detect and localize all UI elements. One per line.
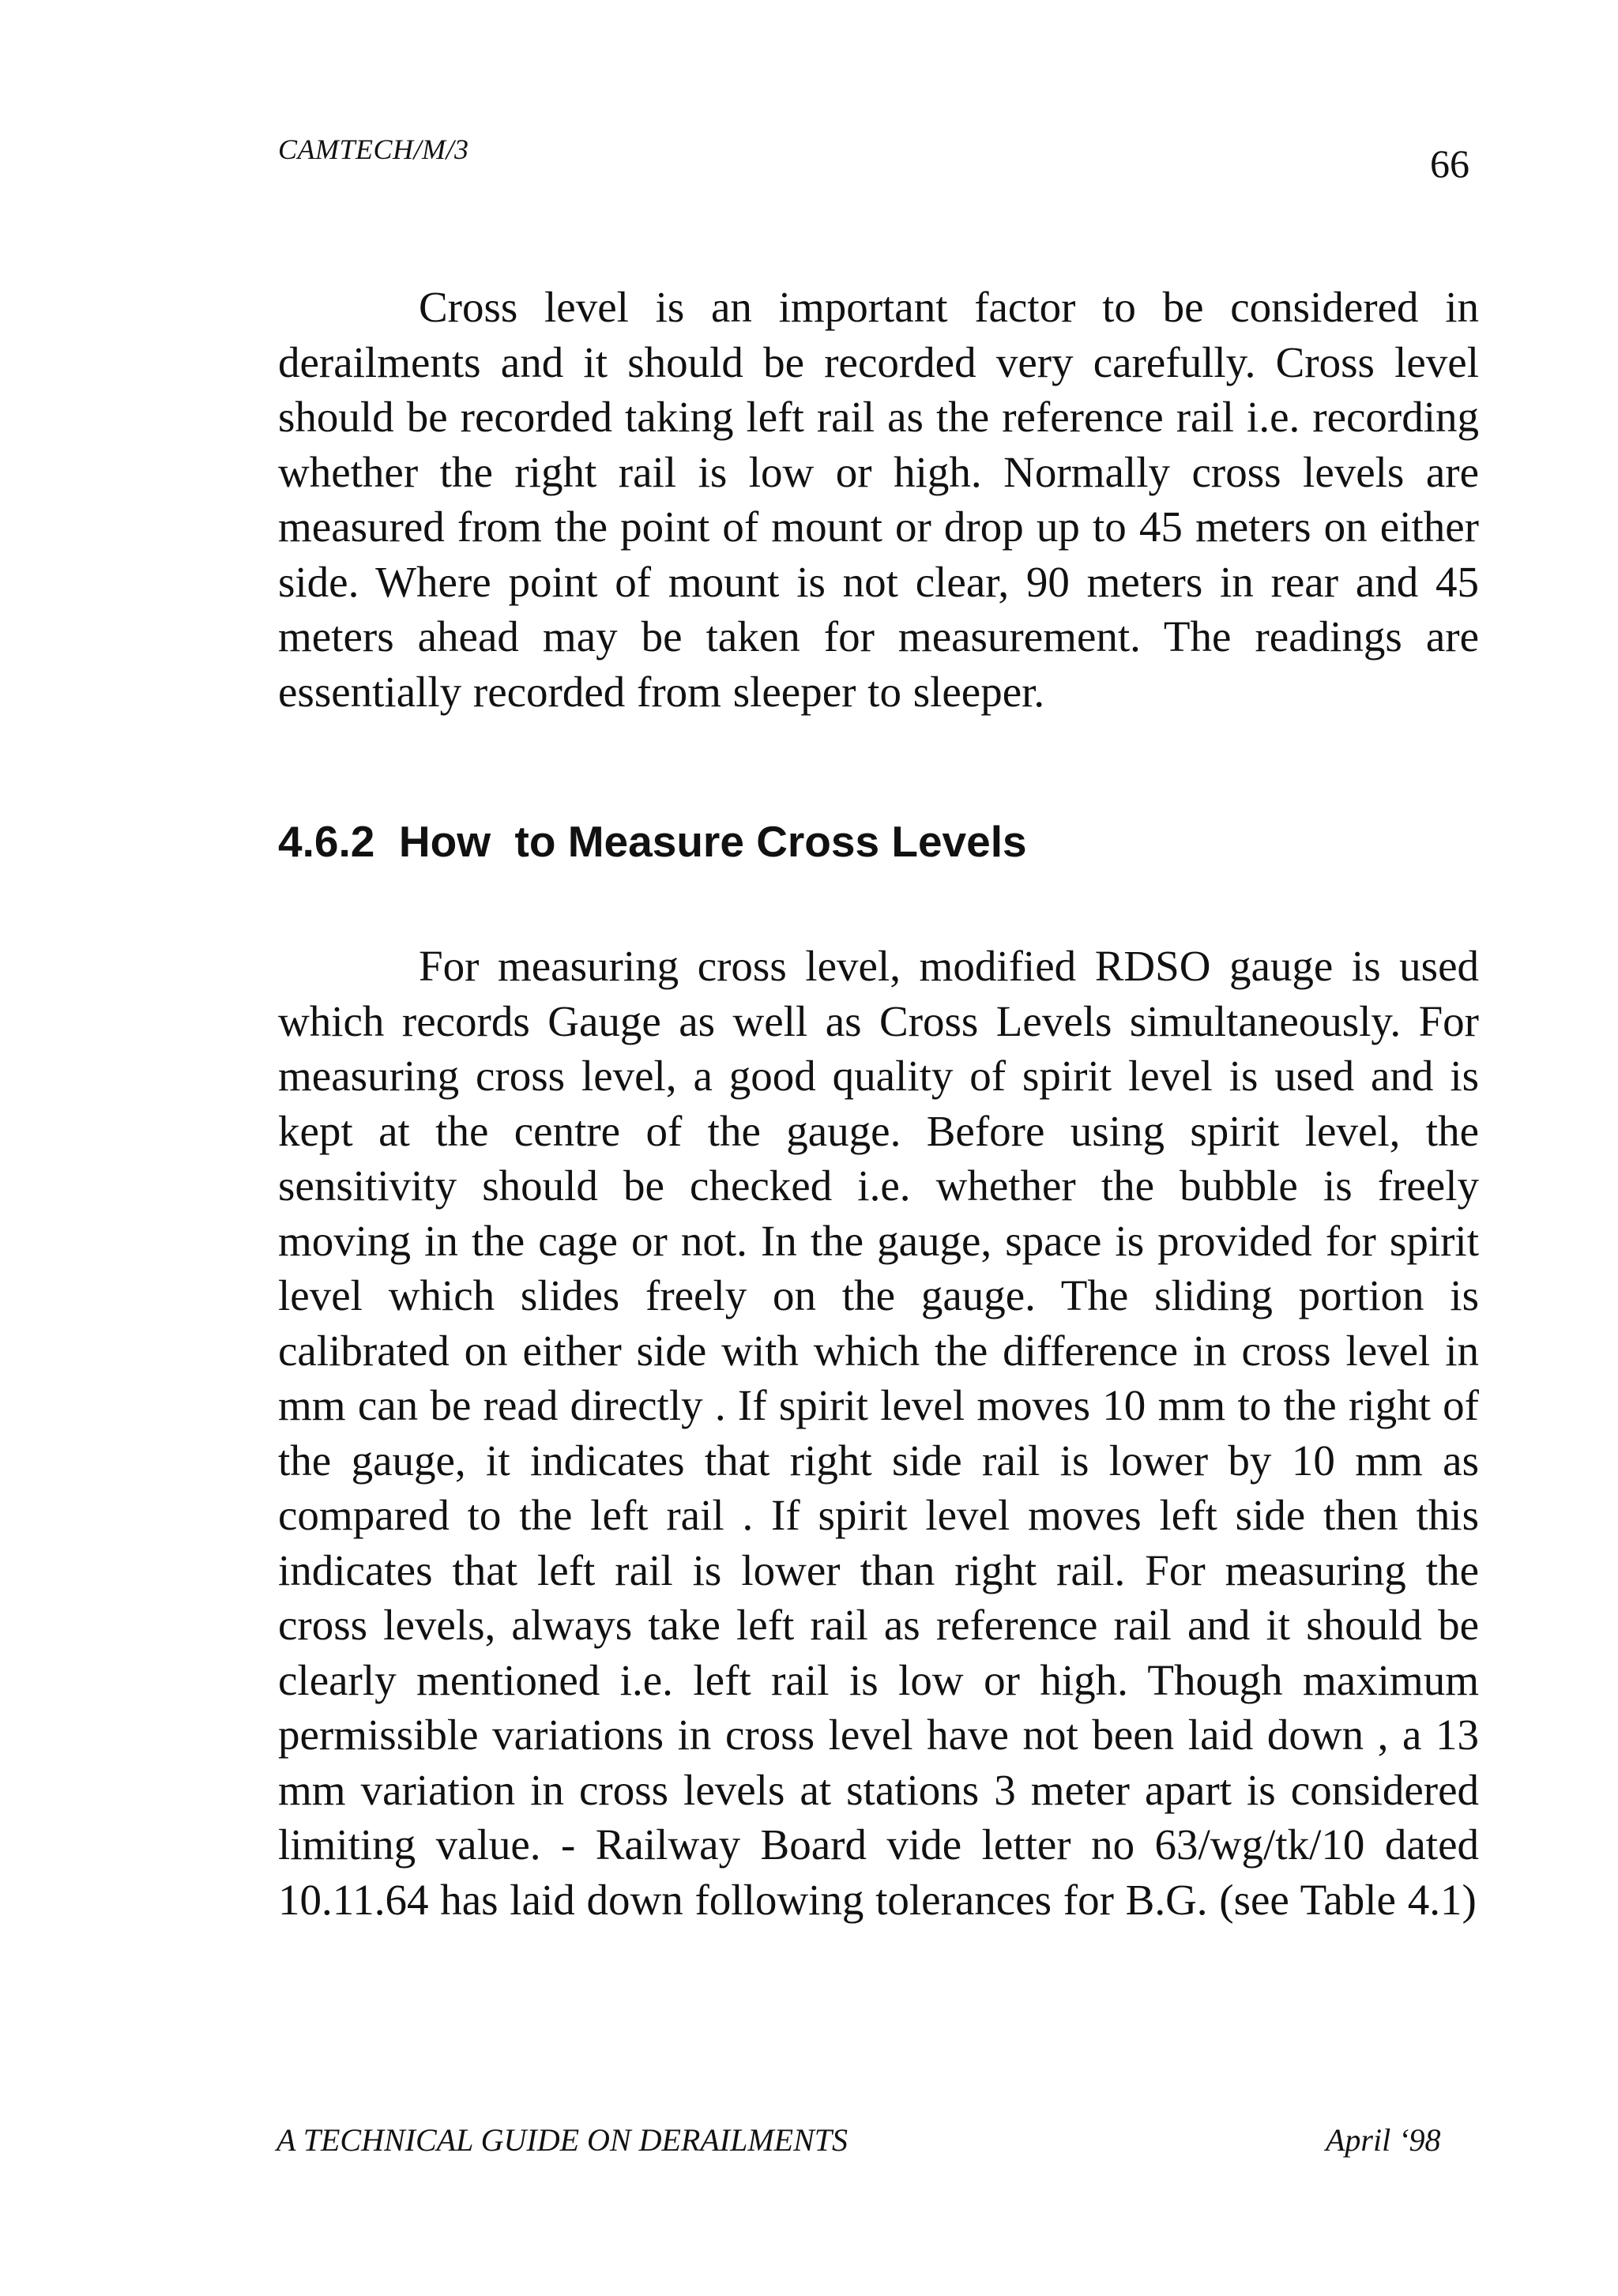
section-heading: 4.6.2 How to Measure Cross Levels xyxy=(278,817,1027,866)
page-number: 66 xyxy=(1430,141,1469,186)
paragraph-cross-level-intro: Cross level is an important factor to be considered in derailments and it should be recorded very carefully. Cross level should be recorded taking left rail as the reference rail i.e. recording whether the right rail is low or high. Normally cross levels are measured from the point of mount or drop up to 45 meters on either side. Where point of mount is not clear, 90 meters in rear and 45 meters ahead may be taken for measurement. The readings are essentially recorded from sleeper to sleeper. xyxy=(278,283,1479,716)
paragraph-measuring-method: For measuring cross level, modified RDSO gauge is used which records Gauge as well as Cross Levels simultaneously. For measuring cross level, a good quality of spirit level is used and is kept at the centre of the gauge. Before using spirit level, the sensitivity should be checked i.e. whether the bubble is freely moving in the cage or not. In the gauge, space is provided for spirit level which slides freely on the gauge. The sliding portion is calibrated on either side with which the difference in cross level in mm can be read directly . If spirit level moves 10 mm to the right of the gauge, it indicates that right side rail is lower by 10 mm as compared to the left rail . If spirit level moves left side then this indicates that left rail is lower than right rail. For measuring the cross levels, always take left rail as reference rail and it should be clearly mentioned i.e. left rail is low or high. Though maximum permissible variations in cross level have not been laid down , a 13 mm variation in cross levels at stations 3 meter apart is considered limiting value. - Railway Board vide letter no 63/wg/tk/10 dated 10.11.64 has laid down following tolerances for B.G. (see Table 4.1) xyxy=(278,942,1479,1924)
footer-date: April ‘98 xyxy=(1326,2122,1441,2158)
footer-document-title: A TECHNICAL GUIDE ON DERAILMENTS xyxy=(277,2122,849,2158)
document-code: CAMTECH/M/3 xyxy=(278,134,469,165)
